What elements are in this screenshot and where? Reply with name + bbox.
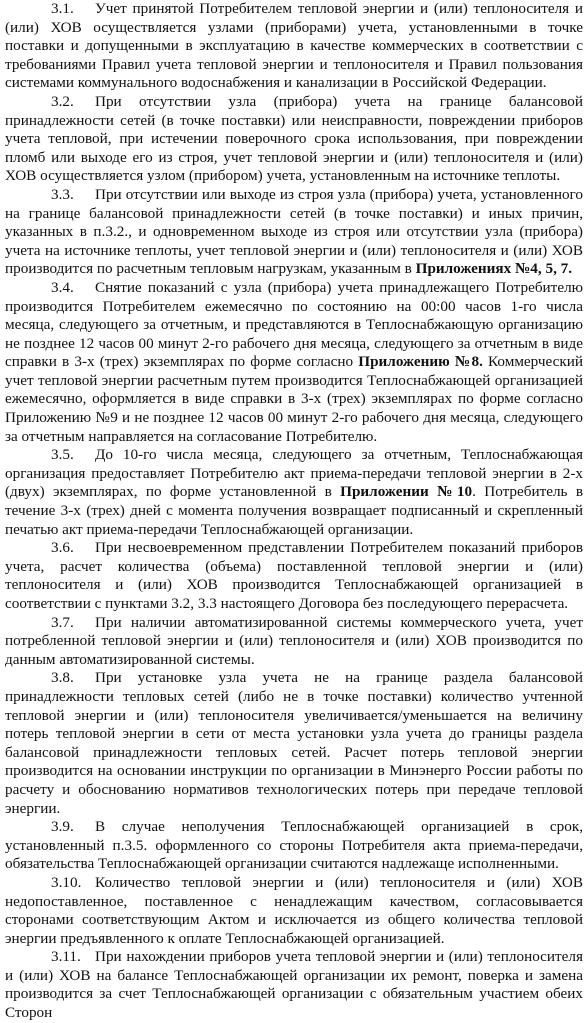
clause-number: 3.6. xyxy=(51,539,74,557)
clause-3-8 xyxy=(5,669,583,818)
clause-text: При несвоевременном представлении Потребителем показаний приборов учета, расчет количества (объема) поставленной тепловой энергии и (или) теплоносителя и (или) ХОВ производится Теплоснабжающей организацией в соответствии с пунктами 3.2, 3.3 настоящего Договора без последующего перерасчета. xyxy=(5,539,583,612)
clause-text: При установке узла учета не на границе раздела балансовой принадлежности тепловых сетей (либо не в точке поставки) количество учтенной тепловой энергии и (или) теплоносителя увеличивается/уменьшается на величину потерь тепловой энергии в сети от места установки узла учета до границы раздела балансовой принадлежности тепловых сетей. Расчет потерь тепловой энергии производится на основании инструкции по организации в Минэнерго России работы по расчету и обоснованию нормативов технологических потерь при передаче тепловой энергии. xyxy=(5,669,583,817)
clause-3-10 xyxy=(5,874,583,948)
clause-bold-reference: Приложению №8. xyxy=(358,353,483,371)
clause-bold-reference: Приложении №10 xyxy=(340,483,473,501)
clause-3-1 xyxy=(5,0,583,93)
clause-3-11 xyxy=(5,948,583,1022)
clause-text: Снятие показаний с узла (прибора) учета принадлежащего Потребителю производится Потребителем ежемесячно по состоянию на 00:00 часов 1-го числа месяца, следующего за отчетным, и представляются в Теплоснабжающую организацию не позднее 12 часов 00 минут 2-го рабочего дня месяца, следующего за отчетным в виде справки в 3-х (трех) экземплярах по форме согласно xyxy=(5,278,583,371)
clause-text: При нахождении приборов учета тепловой энергии и (или) теплоносителя и (или) ХОВ на балансе Теплоснабжающей организации их ремонт, поверка и замена производится за счет Теплоснабжающей организации с обязательным участием обеих Сторон xyxy=(5,948,583,1022)
clause-number: 3.2. xyxy=(51,92,74,110)
clause-text-tail: . Потребитель в течение 3-х (трех) дней с момента получения возвращает подписанный и скрепленный печатью акт приема-передачи Теплоснабжающей организации. xyxy=(5,483,583,538)
clause-number: 3.7. xyxy=(51,613,74,631)
clause-number: 3.8. xyxy=(51,669,74,687)
clause-text: При отсутствии узла (прибора) учета на границе балансовой принадлежности сетей (в точке поставки) или неисправности, повреждении приборов учета тепловой, при истечении поверочного срока использования, при повреждении пломб или выходе его из строя, учет тепловой энергии и (или) теплоносителя и (или) ХОВ осуществляется узлом (прибором) учета, установленным на источнике теплоты. xyxy=(5,92,583,185)
clause-number: 3.1. xyxy=(51,0,74,17)
clause-3-6 xyxy=(5,539,583,613)
clause-3-4 xyxy=(5,279,583,446)
clause-text: Количество тепловой энергии и (или) теплоносителя и (или) ХОВ недопоставленное, поставленное с ненадлежащим качеством, согласовывается сторонами соответствующим Актом и исключается из общего количества тепловой энергии предъявленного к оплате Теплоснабжающей организацией. xyxy=(5,873,583,947)
clause-text: До 10-го числа месяца, следующего за отчетным, Теплоснабжающая организация предоставляет Потребителю акт приема-передачи тепловой энергии в 2-х (двух) экземплярах, по форме установленной в xyxy=(5,446,583,501)
clause-text: При наличии автоматизированной системы коммерческого учета, учет потребленной тепловой энергии и (или) теплоносителя и (или) ХОВ производится по данным автоматизированной системы. xyxy=(5,613,583,668)
clause-number: 3.4. xyxy=(51,278,74,296)
clause-number: 3.3. xyxy=(51,185,74,203)
clause-3-2 xyxy=(5,93,583,186)
clause-bold-reference: Приложениях №4, 5, 7. xyxy=(415,260,573,278)
clause-3-9 xyxy=(5,818,583,874)
clause-text: В случае неполучения Теплоснабжающей организацией в срок, установленный п.3.5. оформленного со стороны Потребителя акта приема-передачи, обязательства Теплоснабжающей организации считаются надлежаще исполненными. xyxy=(5,818,583,873)
clause-number: 3.5. xyxy=(51,446,74,464)
clause-number: 3.11. xyxy=(51,948,81,966)
clause-text: При отсутствии или выходе из строя узла (прибора) учета, установленного на границе балансовой принадлежности сетей (в точке поставки) и иных причин, указанных в п.3.2., и одновременном выходе из строя или отсутствии узла (прибора) учета на источнике теплоты, учет тепловой энергии и (или) теплоносителя и (или) ХОВ производится по расчетным тепловым нагрузкам, указанным в xyxy=(5,185,583,278)
clause-number: 3.9. xyxy=(51,818,74,836)
clause-3-5 xyxy=(5,446,583,539)
clause-text: Учет принятой Потребителем тепловой энергии и (или) теплоносителя и (или) ХОВ осуществляется узлами (приборами) учета, установленными в точке поставки и допущенными в эксплуатацию в качестве коммерческих в соответствии с требованиями Правил учета тепловой энергии и теплоносителя и Правил пользования системами коммунального водоснабжения и канализации в Российской Федерации. xyxy=(5,0,583,92)
clause-3-7 xyxy=(5,614,583,670)
clause-text-tail: Коммерческий учет тепловой энергии расчетным путем производится Теплоснабжающей организацией ежемесячно, оформляется в виде справки в 3-х (трех) экземплярах по форме согласно Приложению №9 и не позднее 12 часов 00 минут 2-го рабочего дня месяца, следующего за отчетным направляется на согласование Потребителю. xyxy=(5,353,584,445)
clause-3-3 xyxy=(5,186,583,279)
clause-number: 3.10. xyxy=(51,873,82,891)
